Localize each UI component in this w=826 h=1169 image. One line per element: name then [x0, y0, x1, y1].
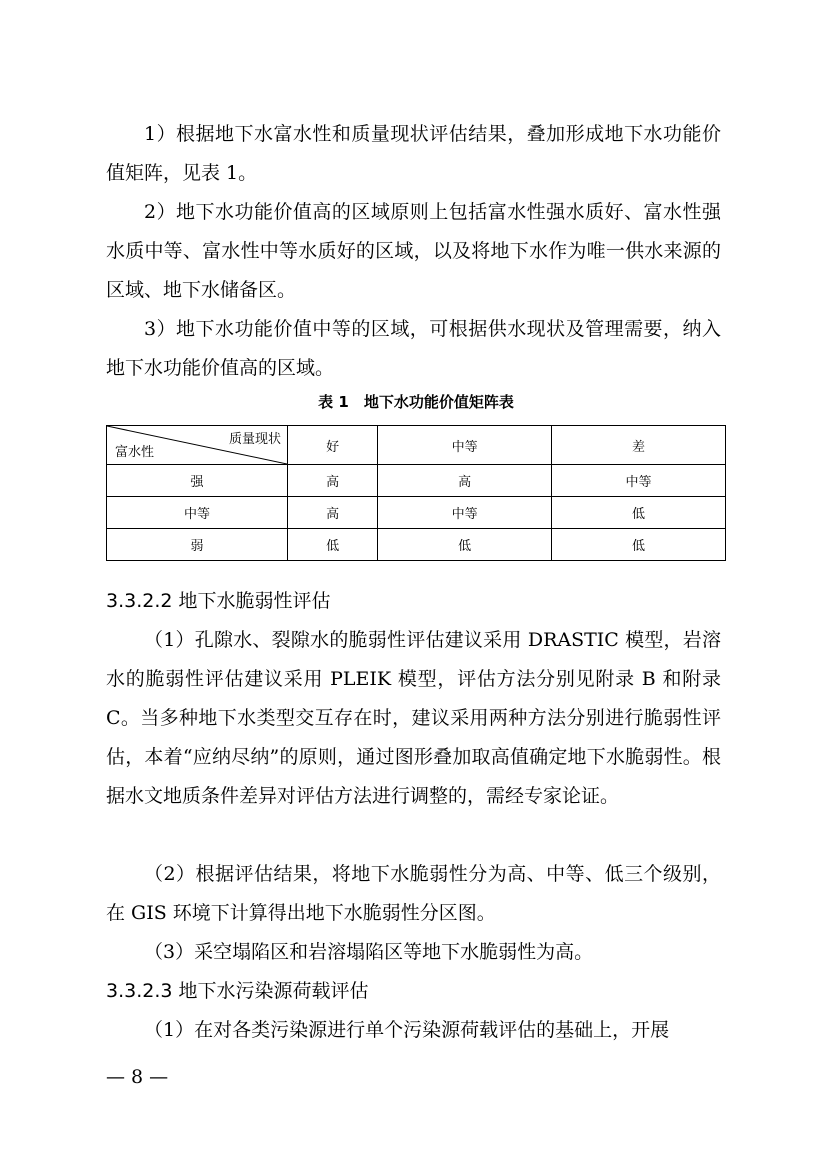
table-cell: 低	[288, 529, 378, 561]
paragraph-2: 2）地下水功能价值高的区域原则上包括富水性强水质好、富水性强水质中等、富水性中等水质好的区域，以及将地下水作为唯一供水来源的区域、地下水储备区。	[106, 201, 721, 301]
paragraph-1: 1）根据地下水富水性和质量现状评估结果，叠加形成地下水功能价值矩阵，见表 1。	[106, 123, 721, 184]
section-heading-pollution-load: 3.3.2.3 地下水污染源荷载评估	[106, 980, 369, 1002]
row-label: 弱	[107, 529, 288, 561]
section-heading-vulnerability: 3.3.2.2 地下水脆弱性评估	[106, 590, 331, 612]
table-cell: 中等	[552, 465, 726, 497]
table-cell: 高	[288, 465, 378, 497]
paragraph-vulnerability-2: （2）根据评估结果，将地下水脆弱性分为高、中等、低三个级别，在 GIS 环境下计算得出地下水脆弱性分区图。	[106, 863, 721, 924]
column-header: 中等	[378, 426, 552, 465]
table-row	[107, 497, 726, 529]
page-number: — 8 —	[106, 1066, 169, 1088]
corner-label-quality: 质量现状	[228, 432, 281, 447]
table-cell: 低	[552, 529, 726, 561]
paragraph-vulnerability-1: （1）孔隙水、裂隙水的脆弱性评估建议采用 DRASTIC 模型，岩溶水的脆弱性评估建议采用 PLEIK 模型，评估方法分别见附录 B 和附录 C。当多种地下水类型交互存在时，建议采用两种方法分别进行脆弱性评估，本着“应纳尽纳”的原则，通过图形叠加取高值确定地下水脆弱性。根据水文地质条件差异对评估方法进行调整的，需经专家论证。	[106, 629, 721, 807]
paragraph-3: 3）地下水功能价值中等的区域，可根据供水现状及管理需要，纳入地下水功能价值高的区域。	[106, 318, 721, 379]
table-row	[107, 529, 726, 561]
table-cell: 中等	[378, 497, 552, 529]
column-header: 差	[552, 426, 726, 465]
paragraph-vulnerability-3: （3）采空塌陷区和岩溶塌陷区等地下水脆弱性为高。	[144, 941, 594, 963]
row-label: 强	[107, 465, 288, 497]
paragraph-pollution-load-1: （1）在对各类污染源进行单个污染源荷载评估的基础上，开展	[144, 1019, 670, 1041]
table-cell: 低	[552, 497, 726, 529]
table-corner-cell	[107, 426, 288, 465]
table-row	[107, 465, 726, 497]
column-header: 好	[288, 426, 378, 465]
table-caption: 表 1 地下水功能价值矩阵表	[318, 393, 514, 411]
function-value-matrix-table	[106, 425, 726, 561]
table-cell: 高	[378, 465, 552, 497]
table-header-row	[107, 426, 726, 465]
row-label: 中等	[107, 497, 288, 529]
table-cell: 低	[378, 529, 552, 561]
corner-label-water-richness: 富水性	[115, 445, 155, 460]
table-cell: 高	[288, 497, 378, 529]
